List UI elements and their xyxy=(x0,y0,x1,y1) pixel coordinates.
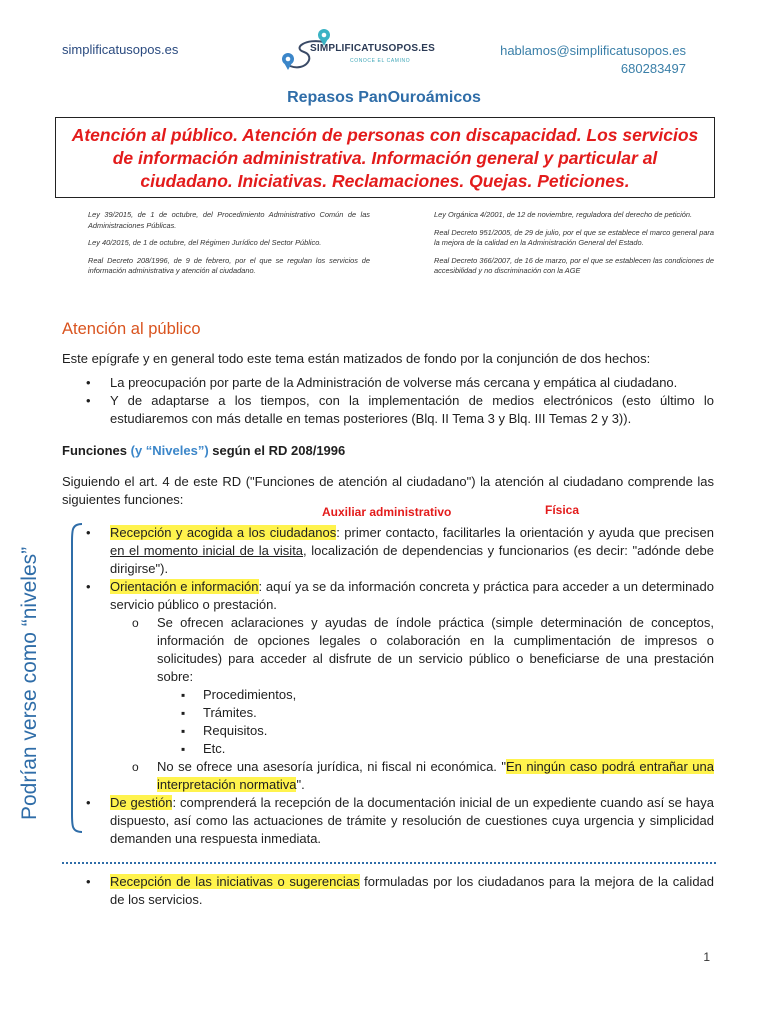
sub-sub-item: ▪ Trámites. xyxy=(62,704,714,722)
legal-ref: Real Decreto 208/1996, de 9 de febrero, por el que se regulan los servicios de información administrativa y atención al ciudadano. xyxy=(88,255,370,276)
follow-paragraph: Siguiendo el art. 4 de este RD ("Funciones de atención al ciudadano") la atención al ciudadano comprende las siguientes funciones: xyxy=(62,474,714,507)
text: ". xyxy=(296,777,305,792)
annotation-fisica: Física xyxy=(545,503,580,517)
text: : aquí ya se da información concreta y práctica para acceder a un determinado servicio público o prestación. xyxy=(110,579,714,612)
legal-ref: Ley Orgánica 4/2001, de 12 de noviembre, reguladora del derecho de petición. xyxy=(434,210,693,219)
highlight-orientacion: Orientación e información xyxy=(110,579,259,594)
legal-ref: Real Decreto 951/2005, de 29 de julio, por el que se establece el marco general para la mejora de la calidad en la Administración General del Estado. xyxy=(434,227,714,248)
funciones-heading xyxy=(62,443,345,458)
text: No se ofrece una asesoría jurídica, ni fiscal ni económica. " xyxy=(157,759,506,774)
sub-sub-item: ▪ Etc. xyxy=(62,740,714,758)
document-title: Repasos PanOuroámicos xyxy=(287,89,481,106)
sub-sub-item: ▪ Procedimientos, xyxy=(62,686,714,704)
page-number: 1 xyxy=(703,950,710,964)
highlight-gestion: De gestión xyxy=(110,795,173,810)
highlight-recepcion: Recepción y acogida a los ciudadanos xyxy=(110,525,337,540)
site-name: simplificatusopos.es xyxy=(62,42,179,57)
functions-list-continued xyxy=(62,873,714,909)
sub-list-item xyxy=(62,758,714,794)
list-item: • La preocupación por parte de la Administración de volverse más cercana y empática al ciudadano. xyxy=(62,374,714,392)
side-annotation: Podrían verse como “niveles” xyxy=(18,546,41,820)
contact-phone: 680283497 xyxy=(620,61,686,76)
annotation-auxiliar: Auxiliar administrativo xyxy=(322,505,452,519)
sub-sub-item: ▪ Requisitos. xyxy=(62,722,714,740)
intro-bullet-list xyxy=(62,374,714,428)
legal-refs-right xyxy=(434,210,714,284)
text: : primer contacto, facilitarles la orientación y ayuda que precisen xyxy=(336,525,715,540)
niveles-label: (y “Niveles”) xyxy=(130,443,209,458)
logo-subtitle: CONOCE EL CAMINO xyxy=(350,58,411,64)
list-item xyxy=(62,524,714,578)
list-item xyxy=(62,578,714,614)
list-item: • Y de adaptarse a los tiempos, con la implementación de medios electrónicos (esto último lo estudiaremos con más detalle en temas posteriores (Blq. II Tema 3 y Blq. III Temas 2 y 3)). xyxy=(62,392,714,428)
contact-email[interactable]: hablamos@simplificatusopos.es xyxy=(500,43,686,58)
rd-label: según el RD 208/1996 xyxy=(208,443,346,458)
functions-list xyxy=(62,524,714,848)
topic-box xyxy=(55,117,715,198)
logo-text: SIMPLIFICATUSOPOS.ES xyxy=(310,43,435,54)
text: formuladas por los ciudadanos para la mejora de la calidad de los servicios. xyxy=(110,874,715,907)
highlight-interpretacion: En ningún caso podrá entrañar una interpretación normativa xyxy=(157,759,714,792)
highlight-iniciativas: Recepción de las iniciativas o sugerencias xyxy=(110,874,360,889)
legal-ref: Real Decreto 366/2007, de 16 de marzo, por el que se establecen las condiciones de accesibilidad y no discriminación con la AGE xyxy=(434,255,714,276)
legal-ref: Ley 39/2015, de 1 de octubre, del Procedimiento Administrativo Común de las Administraciones Públicas. xyxy=(88,210,370,230)
sub-list-item: o Se ofrecen aclaraciones y ayudas de índole práctica (simple determinación de conceptos, información de opciones legales o colaboración en la cumplimentación de impresos o solicitudes) para acceder al disfrute de un servicio público o beneficiarse de una prestación sobre: xyxy=(62,614,714,686)
intro-paragraph: Este epígrafe y en general todo este tema están matizados de fondo por la conjunción de dos hechos: xyxy=(62,351,651,366)
text: : comprenderá la recepción de la documentación inicial de un expediente cuando así se haya dispuesto, así como las actuaciones de trámite y resolución de cuestiones cuya urgencia y simplicidad demanden una respuesta inmediata. xyxy=(110,795,714,846)
list-item xyxy=(62,873,714,909)
underlined-text: en el momento inicial de la visita xyxy=(110,543,304,558)
legal-refs-left xyxy=(88,210,370,284)
contact-block xyxy=(500,42,686,78)
divider-dotted xyxy=(62,862,716,864)
list-item xyxy=(62,794,714,848)
funciones-label: Funciones xyxy=(62,443,131,458)
site-logo xyxy=(276,26,446,78)
topic-title: Atención al público. Atención de personas con discapacidad. Los servicios de información administrativa. Información general y particular al ciudadano. Iniciativas. Reclamaciones. Quejas. Peticiones. xyxy=(71,125,699,191)
legal-ref: Ley 40/2015, de 1 de octubre, del Régimen Jurídico del Sector Público. xyxy=(88,238,322,248)
text: , localización de dependencias y funcionarios (es decir: "adónde debe dirigirse"). xyxy=(110,543,714,576)
section-heading: Atención al público xyxy=(62,320,201,338)
